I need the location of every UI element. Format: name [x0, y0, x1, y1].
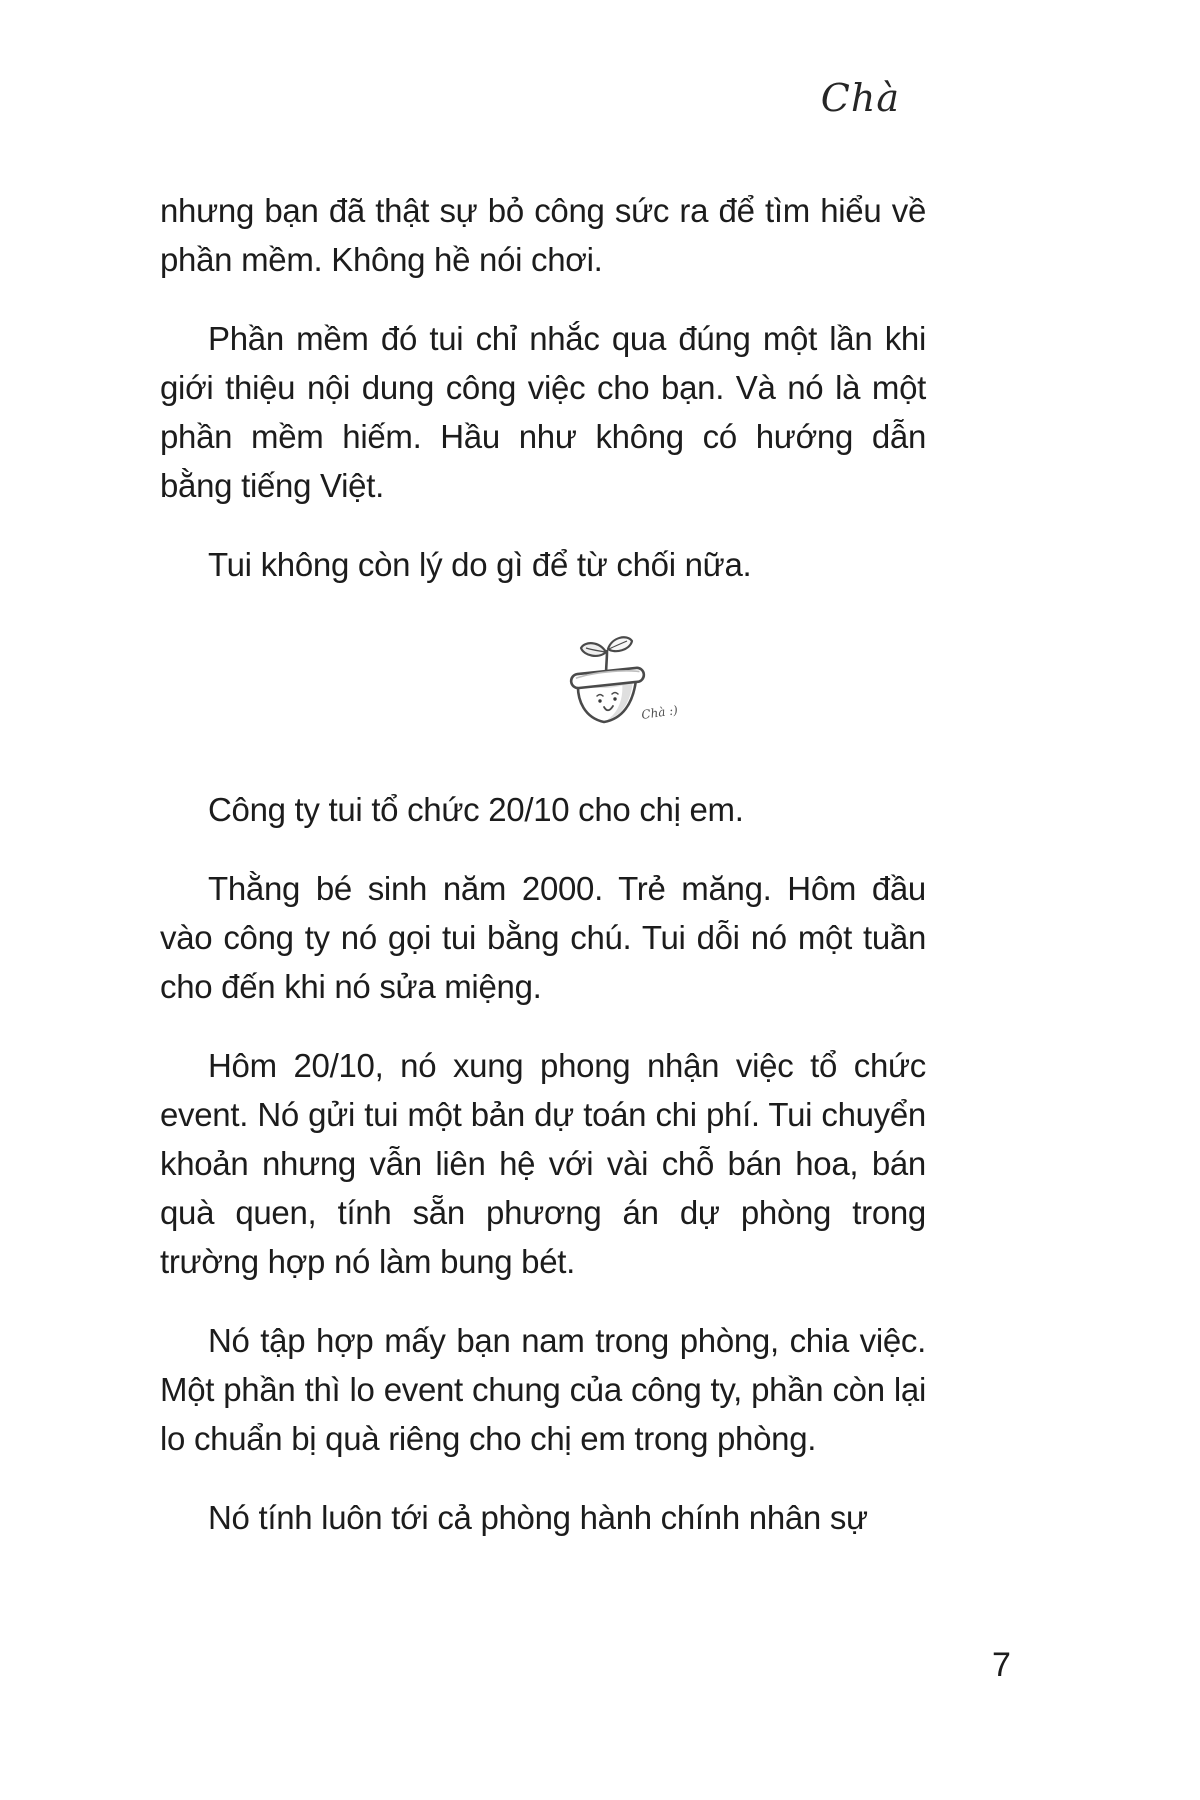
- illustration-signature: Chà :): [640, 703, 679, 722]
- paragraph: Công ty tui tổ chức 20/10 cho chị em.: [208, 791, 744, 828]
- flower-pot-doodle-icon: [552, 619, 712, 731]
- paragraph: Hôm 20/10, nó xung phong nhận việc tổ chức event. Nó gửi tui một bản dự toán chi phí. Tui chuyển khoản nhưng vẫn liên hệ với vài chỗ bán hoa, bán quà quen, tính sẵn phương án dự phòng trong trường hợp nó làm bung bét.: [160, 1047, 926, 1280]
- text-column: [160, 186, 926, 1572]
- paragraph: Nó tập hợp mấy bạn nam trong phòng, chia việc. Một phần thì lo event chung của công ty, phần còn lại lo chuẩn bị quà riêng cho chị em trong phòng.: [160, 1322, 926, 1457]
- paragraph: Thằng bé sinh năm 2000. Trẻ măng. Hôm đầu vào công ty nó gọi tui bằng chú. Tui dỗi nó một tuần cho đến khi nó sửa miệng.: [160, 870, 926, 1005]
- paragraph: Phần mềm đó tui chỉ nhắc qua đúng một lần khi giới thiệu nội dung công việc cho bạn. Và nó là một phần mềm hiếm. Hầu như không có hướng dẫn bằng tiếng Việt.: [160, 320, 926, 504]
- paragraph: Nó tính luôn tới cả phòng hành chính nhân sự: [208, 1499, 868, 1536]
- flower-pot-illustration: [552, 619, 712, 731]
- paragraph: nhưng bạn đã thật sự bỏ công sức ra để tìm hiểu về phần mềm. Không hề nói chơi.: [160, 192, 926, 278]
- running-header: Chà: [820, 76, 900, 120]
- page-number: 7: [992, 1646, 1011, 1684]
- paragraph: Tui không còn lý do gì để từ chối nữa.: [208, 546, 752, 583]
